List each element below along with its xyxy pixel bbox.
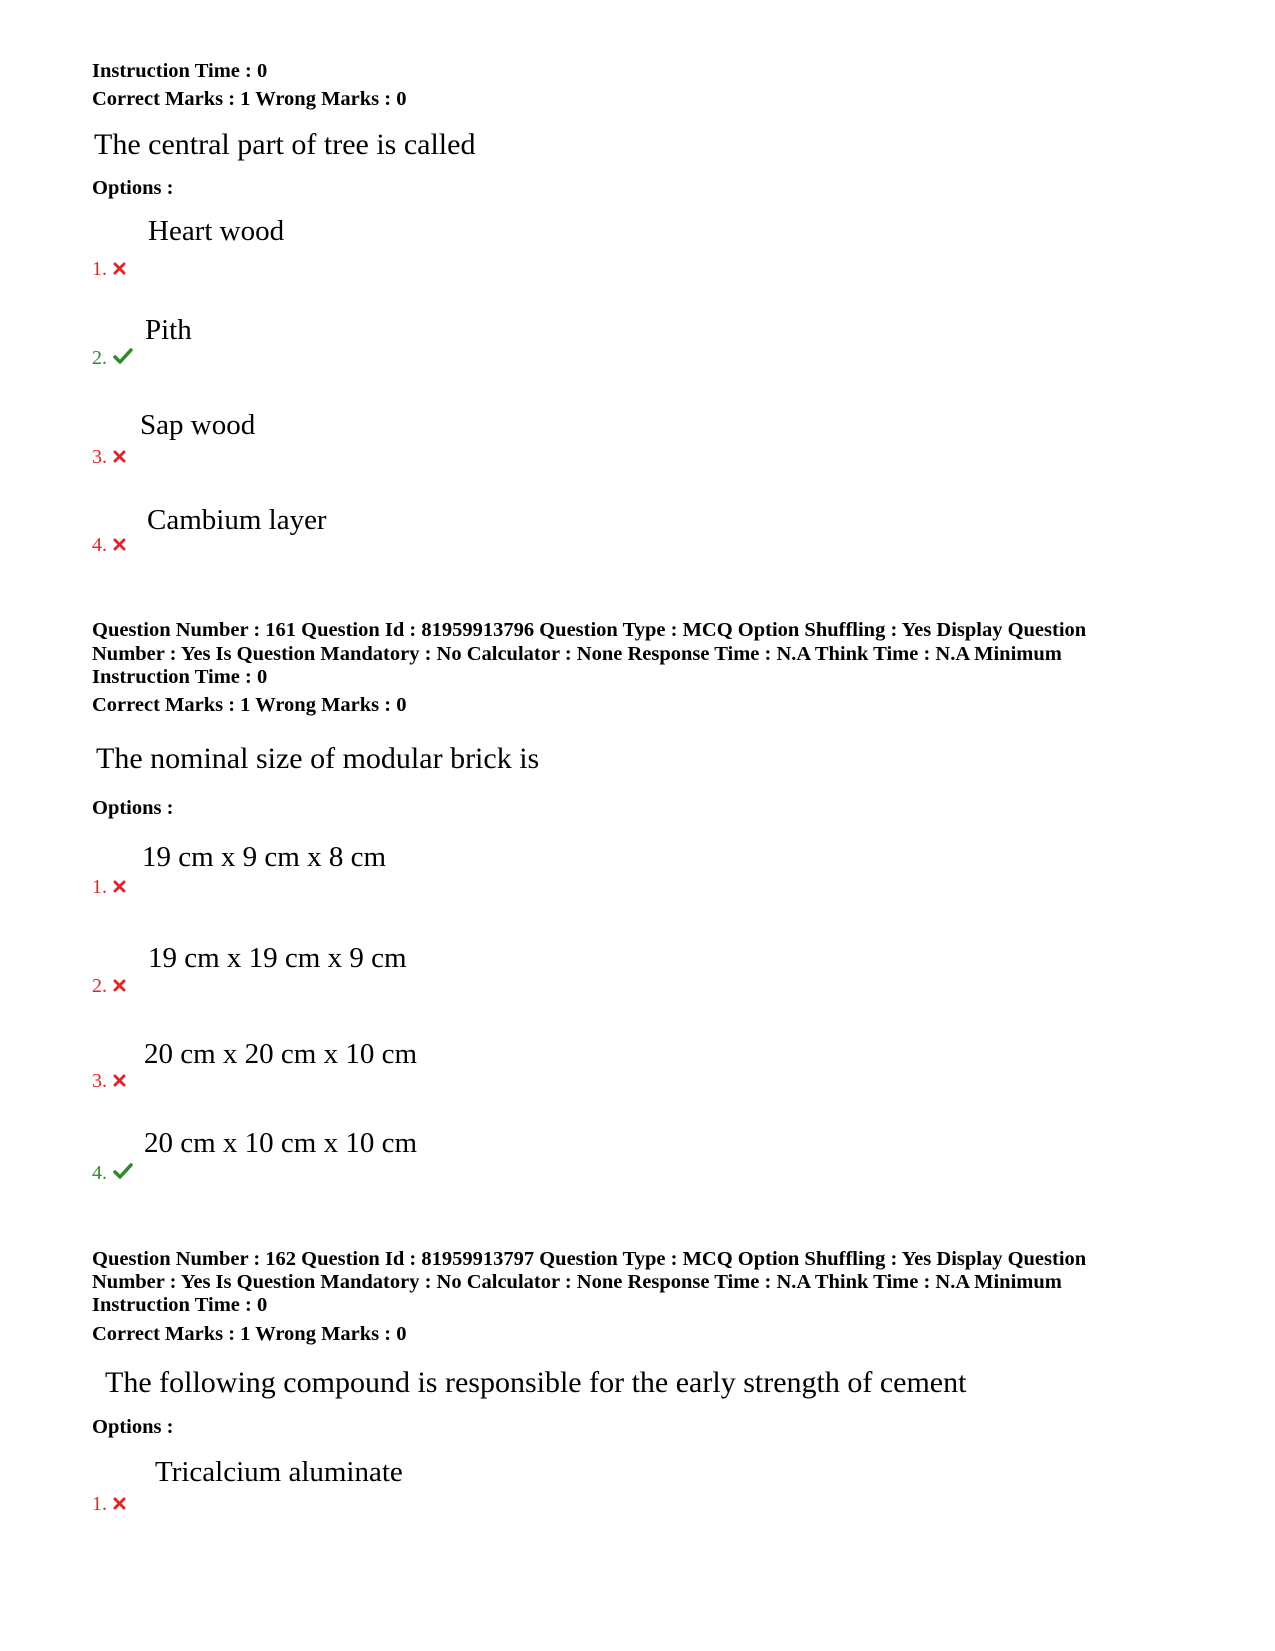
instruction-time: Instruction Time : 0: [92, 60, 268, 82]
marks-line: Correct Marks : 1 Wrong Marks : 0: [92, 88, 407, 110]
cross-icon: [113, 975, 126, 997]
cross-icon: [113, 876, 126, 898]
option-text: Tricalcium aluminate: [155, 1456, 403, 1488]
question-header-line: Number : Yes Is Question Mandatory : No Calculator : None Response Time : N.A Think Time : N.A Minimum: [92, 643, 1062, 665]
options-label: Options :: [92, 797, 174, 819]
option-number: 2.: [92, 347, 133, 369]
check-icon: [113, 1162, 133, 1184]
question-header-line: Question Number : 161 Question Id : 81959913796 Question Type : MCQ Option Shuffling : Yes Display Question: [92, 619, 1087, 641]
option-text: 19 cm x 9 cm x 8 cm: [142, 841, 387, 873]
option-text: Sap wood: [140, 409, 256, 441]
option-text: 20 cm x 10 cm x 10 cm: [144, 1127, 418, 1159]
cross-icon: [113, 1493, 126, 1515]
option-number: 4.: [92, 534, 126, 556]
option-text: 19 cm x 19 cm x 9 cm: [148, 942, 407, 974]
question-text: The central part of tree is called: [94, 128, 476, 161]
marks-line: Correct Marks : 1 Wrong Marks : 0: [92, 1323, 407, 1345]
option-text: Heart wood: [148, 215, 285, 247]
option-text: 20 cm x 20 cm x 10 cm: [144, 1038, 418, 1070]
cross-icon: [113, 446, 126, 468]
question-text: The following compound is responsible for the early strength of cement: [105, 1366, 967, 1399]
marks-line: Correct Marks : 1 Wrong Marks : 0: [92, 694, 407, 716]
option-number: 4.: [92, 1162, 133, 1184]
cross-icon: [113, 258, 126, 280]
option-number: 2.: [92, 975, 126, 997]
option-number: 1.: [92, 876, 126, 898]
instruction-time: Instruction Time : 0: [92, 1294, 268, 1316]
cross-icon: [113, 534, 126, 556]
option-number: 1.: [92, 1493, 126, 1515]
question-header-line: Question Number : 162 Question Id : 81959913797 Question Type : MCQ Option Shuffling : Yes Display Question: [92, 1248, 1087, 1270]
option-number: 3.: [92, 1070, 126, 1092]
check-icon: [113, 347, 133, 369]
option-number: 3.: [92, 446, 126, 468]
option-number: 1.: [92, 258, 126, 280]
option-text: Cambium layer: [147, 504, 327, 536]
options-label: Options :: [92, 1416, 174, 1438]
instruction-time: Instruction Time : 0: [92, 666, 268, 688]
option-text: Pith: [145, 314, 192, 346]
question-header-line: Number : Yes Is Question Mandatory : No Calculator : None Response Time : N.A Think Time : N.A Minimum: [92, 1271, 1062, 1293]
question-text: The nominal size of modular brick is: [96, 742, 540, 775]
cross-icon: [113, 1070, 126, 1092]
options-label: Options :: [92, 177, 174, 199]
